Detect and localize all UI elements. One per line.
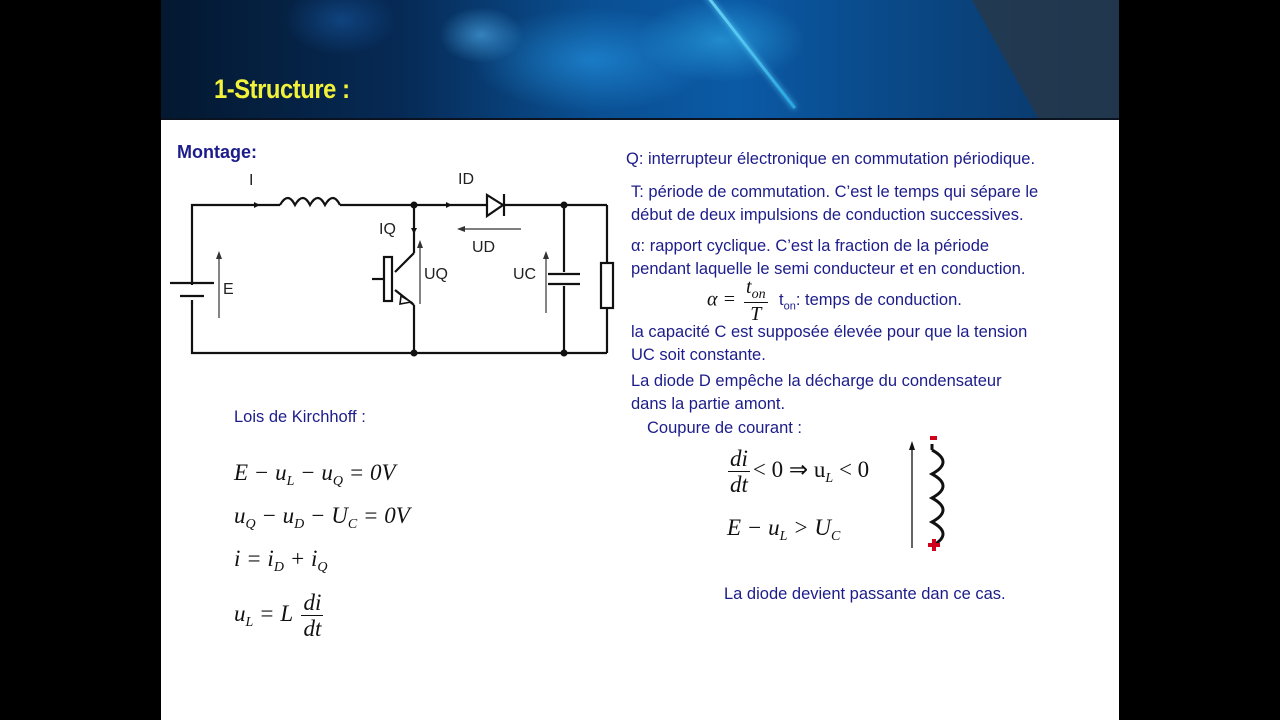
k2-b: − u (255, 503, 295, 528)
kirchhoff-eq2 (234, 503, 410, 533)
alpha-formula (707, 276, 771, 325)
eq2-a: E − u (727, 515, 780, 540)
eq2-b: > U (787, 515, 832, 540)
def-diode-line2: dans la partie amont. (631, 395, 786, 413)
kirchhoff-heading: Lois de Kirchhoff : (234, 408, 366, 426)
k4-num: di (303, 590, 322, 615)
label-current-iq: IQ (379, 221, 396, 238)
eq1-num: di (730, 446, 748, 471)
alpha-den: T (750, 303, 762, 326)
slide-header (161, 0, 1119, 120)
kirchhoff-eq3 (234, 546, 327, 576)
conclusion-text: La diode devient passante dan ce cas. (724, 585, 1006, 603)
k1-b: − u (294, 460, 333, 485)
def-capa-line2: UC soit constante. (631, 346, 766, 364)
ton-definition (779, 288, 962, 318)
def-q: Q: interrupteur électronique en commutation périodique. (626, 150, 1036, 168)
label-current-id: ID (458, 171, 474, 188)
def-t-line1: T: période de commutation. C’est le temps qui sépare le (631, 183, 1039, 201)
k3-a: i = i (234, 546, 274, 571)
alpha-fraction (744, 276, 768, 325)
coupure-eq2 (727, 515, 840, 545)
boost-converter-circuit (161, 160, 621, 360)
coupure-heading: Coupure de courant : (647, 419, 803, 437)
label-voltage-ud: UD (472, 239, 496, 256)
ton-desc: : temps de conduction. (795, 291, 962, 309)
k1-s2: Q (332, 474, 344, 489)
header-divider (161, 118, 1119, 120)
decorative-light-streak (701, 0, 796, 109)
k2-a: u (234, 503, 246, 528)
k4-s1: L (245, 615, 254, 631)
k3-s2: Q (317, 560, 328, 575)
k4-b: = L (253, 601, 293, 627)
slide (161, 0, 1119, 720)
ton-label: t (779, 291, 784, 309)
inductor-polarity-figure (901, 430, 971, 555)
minus-icon (930, 436, 937, 440)
def-diode-line1: La diode D empêche la décharge du condensateur (631, 372, 1002, 390)
kirchhoff-eq1 (234, 460, 396, 490)
eq1-sub: L (825, 471, 834, 487)
k2-s2: D (294, 517, 305, 532)
k2-d: = 0V (357, 503, 410, 528)
k2-c: − U (304, 503, 348, 528)
eq1-end: < 0 (833, 457, 870, 483)
label-voltage-uq: UQ (424, 266, 448, 283)
montage-label: Montage: (177, 142, 257, 162)
k4-a: u (234, 601, 246, 627)
kirchhoff-eq4 (234, 590, 326, 642)
k3-s1: D (273, 560, 284, 575)
k1-a: E − u (234, 460, 287, 485)
eq1-rest: < 0 ⇒ u (752, 457, 826, 483)
def-t-line2: début de deux impulsions de conduction successives. (631, 206, 1024, 224)
k2-s3: C (347, 517, 358, 532)
eq2-sub1: L (779, 529, 788, 544)
def-alpha-line2: pendant laquelle le semi conducteur et en conduction. (631, 260, 1026, 278)
alpha-num-sub: on (751, 287, 766, 302)
alpha-num: t (746, 276, 752, 298)
label-voltage-uc: UC (513, 266, 537, 283)
coupure-eq1 (725, 446, 869, 498)
k1-s1: L (286, 474, 295, 489)
eq2-sub2: C (831, 529, 841, 544)
k3-b: + i (283, 546, 318, 571)
slide-title: 1-Structure : (214, 74, 350, 104)
k1-c: = 0V (343, 460, 396, 485)
eq1-den: dt (730, 472, 748, 498)
k2-s1: Q (245, 517, 256, 532)
alpha-lhs: α = (707, 288, 736, 311)
label-current-i: I (249, 172, 254, 189)
label-voltage-e: E (223, 281, 234, 298)
def-alpha-line1: α: rapport cyclique. C’est la fraction de la période (631, 237, 990, 255)
ton-sub: on (783, 300, 796, 313)
def-capa-line1: la capacité C est supposée élevée pour que la tension (631, 323, 1028, 341)
decorative-overlay (909, 0, 1119, 120)
k4-den: dt (303, 616, 322, 642)
